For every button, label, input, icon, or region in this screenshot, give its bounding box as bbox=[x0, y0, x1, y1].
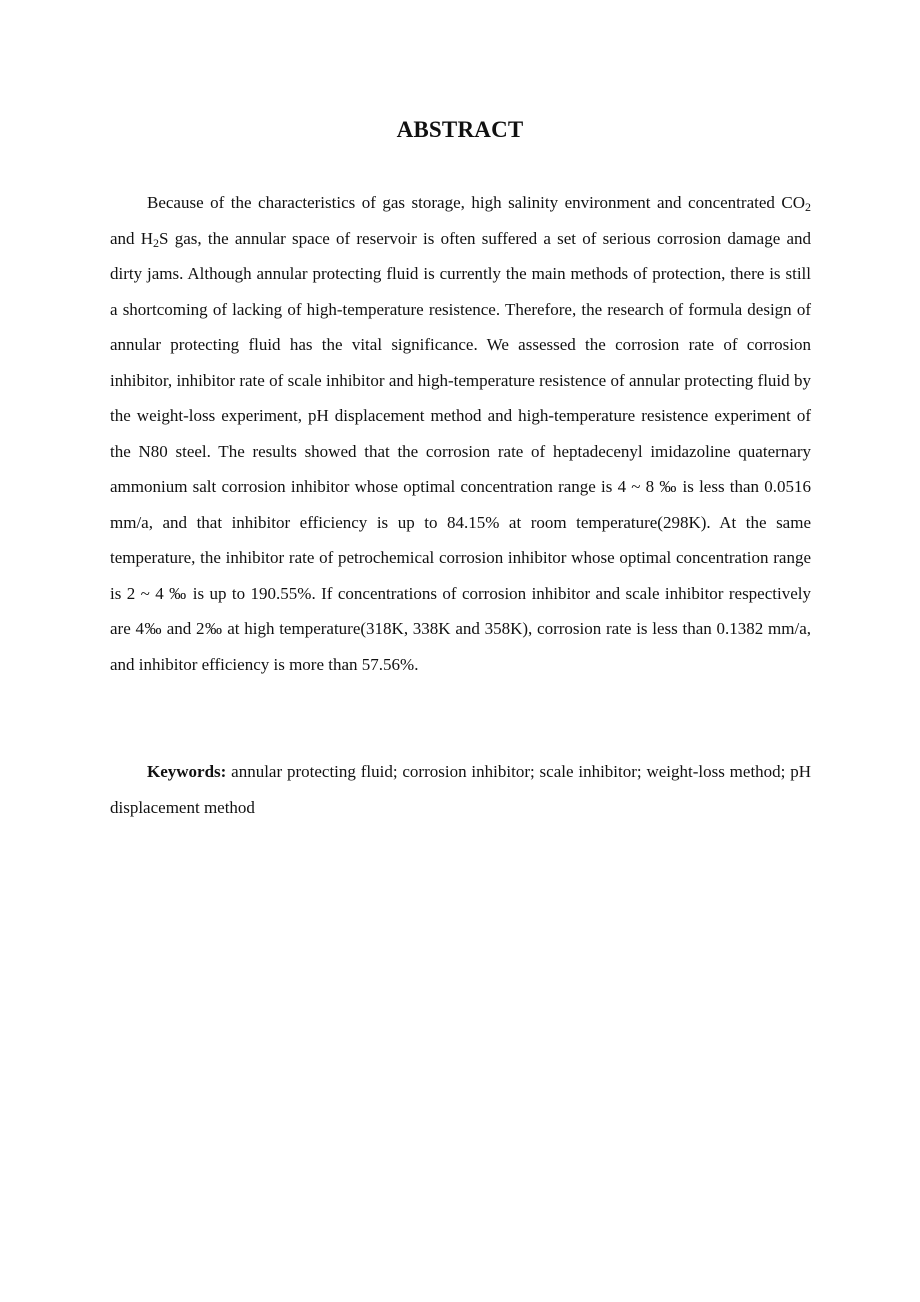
abstract-text-part-2: and H bbox=[110, 228, 154, 248]
abstract-text-part-3: S gas, the annular space of reservoir is often suffered a set of serious corrosion damage and dirty jams. Although annular protecting fluid is currently the main methods of protection, there is still a shortcoming of lacking of high-temperature resistence. Therefore, the research of formula design of annular protecting fluid has the vital significance. We assessed the corrosion rate of corrosion inhibitor, inhibitor rate of scale inhibitor and high-temperature resistence of annular protecting fluid by the weight-loss experiment, pH displacement method and high-temperature resistence experiment of the N80 steel. The results showed that the corrosion rate of heptadecenyl imidazoline quaternary ammonium salt corrosion inhibitor whose optimal concentration range is 4 ~ 8 ‰ is less than 0.0516 mm/a, and that inhibitor efficiency is up to 84.15% at room temperature(298K). At the same temperature, the inhibitor rate of petrochemical corrosion inhibitor whose optimal concentration range is 2 ~ 4 ‰ is up to 190.55%. If concentrations of corrosion inhibitor and scale inhibitor respectively are 4‰ and 2‰ at high temperature(318K, 338K and 358K), corrosion rate is less than 0.1382 mm/a, and inhibitor efficiency is more than 57.56%. bbox=[110, 228, 811, 674]
keywords-label: Keywords: bbox=[147, 762, 227, 781]
abstract-text-part-1: Because of the characteristics of gas storage, high salinity environment and concentrated CO bbox=[147, 193, 805, 212]
abstract-paragraph bbox=[110, 185, 811, 682]
abstract-title: ABSTRACT bbox=[396, 117, 524, 142]
keywords-text: annular protecting fluid; corrosion inhibitor; scale inhibitor; weight-loss method; pH displacement method bbox=[110, 762, 811, 817]
co2-subscript: 2 bbox=[805, 200, 811, 214]
keywords-paragraph bbox=[110, 754, 811, 825]
h2s-subscript: 2 bbox=[153, 235, 160, 250]
